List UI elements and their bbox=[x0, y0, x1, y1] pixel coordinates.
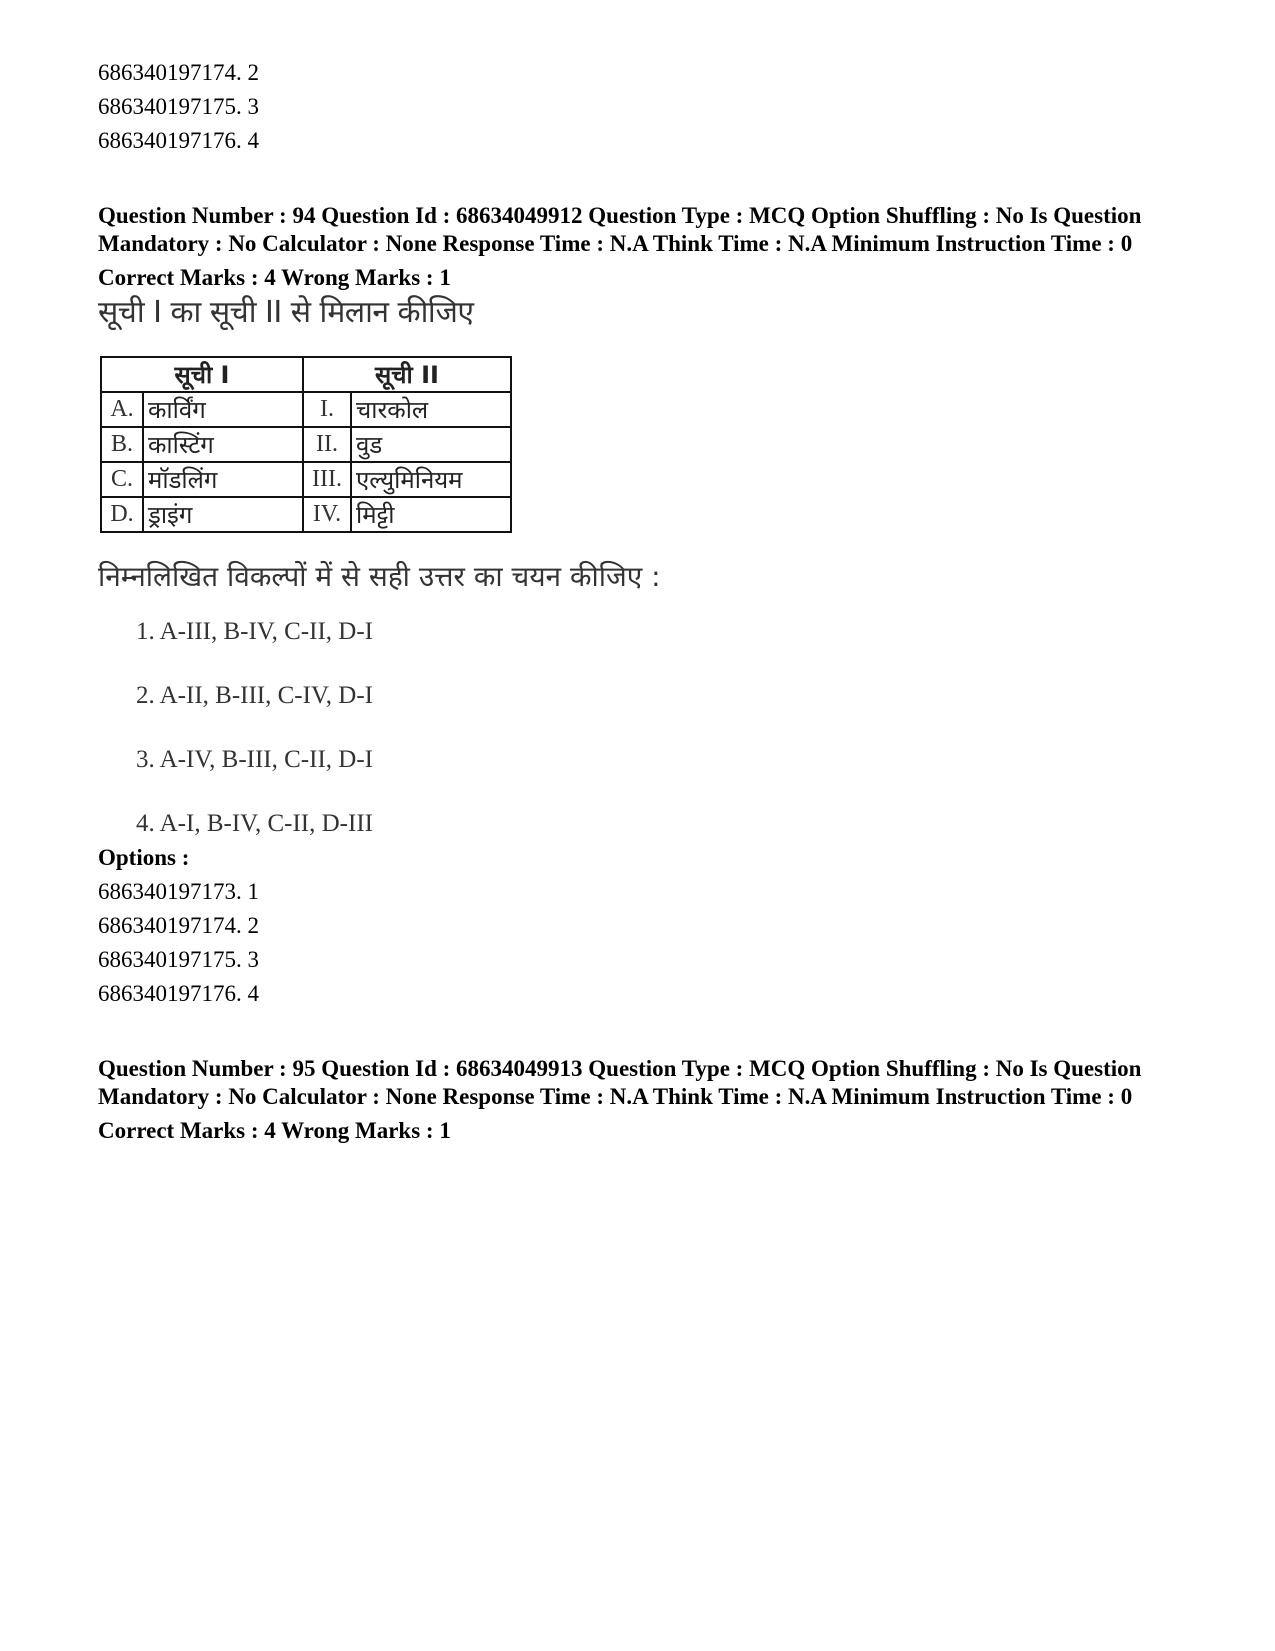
option-line: 686340197175. 3 bbox=[98, 94, 259, 119]
table-row bbox=[101, 392, 511, 427]
answer-choice: 2. A-II, B-III, C-IV, D-I bbox=[136, 682, 373, 709]
question-94 bbox=[98, 202, 1188, 1011]
question-95 bbox=[98, 1055, 1188, 1148]
row-label-left: D. bbox=[101, 497, 143, 532]
answer-choices bbox=[136, 617, 1188, 841]
table-header-list-1: सूची I bbox=[101, 357, 303, 392]
row-label-right: IV. bbox=[303, 497, 351, 532]
answer-choice: 1. A-III, B-IV, C-II, D-I bbox=[136, 618, 373, 645]
row-value-right: वुड bbox=[351, 427, 511, 462]
question-instruction: निम्नलिखित विकल्पों में से सही उत्तर का चयन कीजिए : bbox=[98, 560, 661, 593]
option-line: 686340197174. 2 bbox=[98, 913, 259, 938]
table-row bbox=[101, 427, 511, 462]
table-row bbox=[101, 497, 511, 532]
row-label-right: III. bbox=[303, 462, 351, 497]
document-page bbox=[98, 56, 1188, 1148]
row-value-left: मॉडलिंग bbox=[143, 462, 303, 497]
table-row bbox=[101, 462, 511, 497]
row-value-right: मिट्टी bbox=[351, 497, 511, 532]
question-marks: Correct Marks : 4 Wrong Marks : 1 bbox=[98, 265, 451, 290]
option-line: 686340197176. 4 bbox=[98, 981, 259, 1006]
row-value-left: कार्विंग bbox=[143, 392, 303, 427]
question-header: Question Number : 95 Question Id : 68634049913 Question Type : MCQ Option Shuffling : No Is Question Mandatory : No Calculator : None Response Time : N.A Think Time : N.A Minimum Instruction Time : 0 bbox=[98, 1056, 1142, 1109]
option-line: 686340197176. 4 bbox=[98, 128, 259, 153]
row-label-left: C. bbox=[101, 462, 143, 497]
row-value-left: कास्टिंग bbox=[143, 427, 303, 462]
match-table bbox=[100, 356, 512, 533]
row-label-left: A. bbox=[101, 392, 143, 427]
row-label-left: B. bbox=[101, 427, 143, 462]
row-value-right: चारकोल bbox=[351, 392, 511, 427]
question-header: Question Number : 94 Question Id : 68634049912 Question Type : MCQ Option Shuffling : No Is Question Mandatory : No Calculator : None Response Time : N.A Think Time : N.A Minimum Instruction Time : 0 bbox=[98, 203, 1142, 256]
answer-choice: 4. A-I, B-IV, C-II, D-III bbox=[136, 810, 373, 837]
row-value-right: एल्युमिनियम bbox=[351, 462, 511, 497]
option-line: 686340197175. 3 bbox=[98, 947, 259, 972]
option-line: 686340197173. 1 bbox=[98, 879, 259, 904]
question-intro: सूची I का सूची II से मिलान कीजिए bbox=[98, 295, 474, 330]
row-label-right: II. bbox=[303, 427, 351, 462]
question-marks: Correct Marks : 4 Wrong Marks : 1 bbox=[98, 1118, 451, 1143]
answer-choice: 3. A-IV, B-III, C-II, D-I bbox=[136, 746, 373, 773]
option-line: 686340197174. 2 bbox=[98, 60, 259, 85]
table-header-list-2: सूची II bbox=[303, 357, 511, 392]
row-value-left: ड्राइंग bbox=[143, 497, 303, 532]
row-label-right: I. bbox=[303, 392, 351, 427]
options-heading: Options : bbox=[98, 845, 190, 870]
prev-options-list bbox=[98, 56, 1188, 158]
